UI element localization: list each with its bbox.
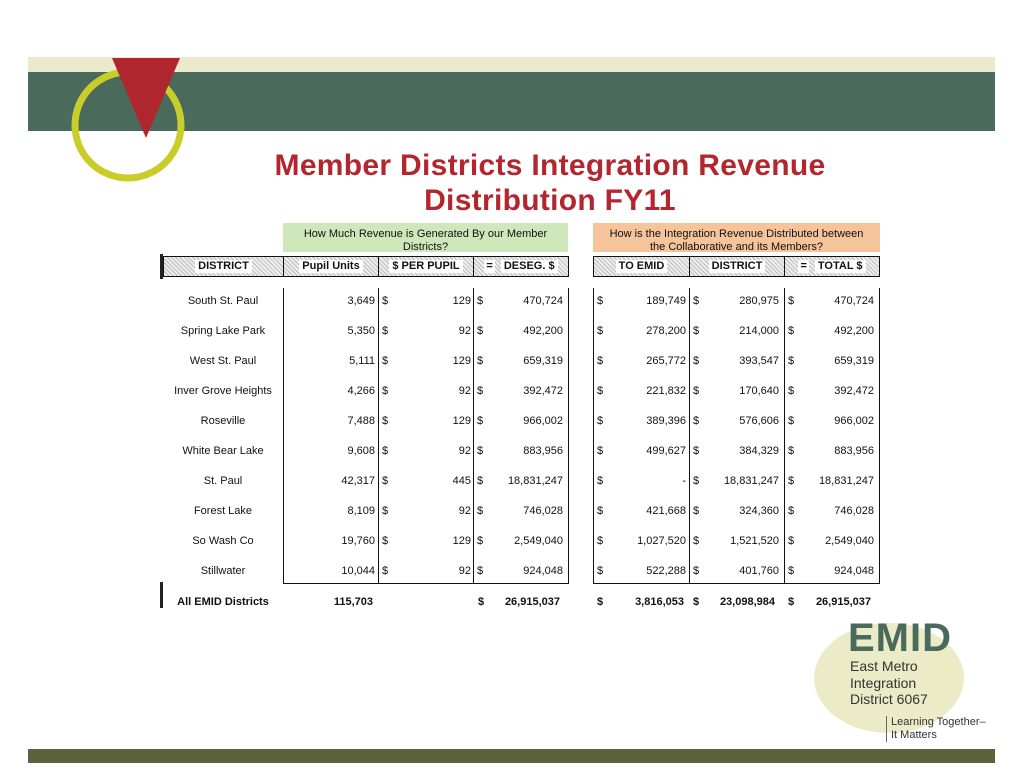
pupil-units: 5,350 bbox=[347, 325, 375, 337]
currency-symbol: $ bbox=[382, 355, 389, 367]
revenue-generated-header: How Much Revenue is Generated By our Member Districts? bbox=[283, 223, 568, 252]
column-divider bbox=[784, 288, 785, 583]
currency-symbol: $ bbox=[597, 535, 604, 547]
to-emid-amount: 221,832 bbox=[646, 385, 686, 397]
column-divider bbox=[689, 288, 690, 583]
to-emid-amount: 278,200 bbox=[646, 325, 686, 337]
total-amount: 392,472 bbox=[834, 385, 874, 397]
pupil-units: 19,760 bbox=[341, 535, 375, 547]
deseg-amount: 392,472 bbox=[523, 385, 563, 397]
per-pupil: 92 bbox=[458, 325, 471, 337]
pupil-units: 9,608 bbox=[347, 445, 375, 457]
table-bottom-border-right bbox=[593, 583, 880, 584]
deseg-amount: 659,319 bbox=[523, 355, 563, 367]
currency-symbol: $ bbox=[382, 445, 389, 457]
district-amount: 18,831,247 bbox=[723, 475, 779, 487]
district-amount: 1,521,520 bbox=[730, 535, 779, 547]
bottom-decor-band bbox=[28, 749, 995, 763]
currency-symbol: $ bbox=[788, 445, 795, 457]
title-line-1: Member Districts Integration Revenue bbox=[274, 149, 826, 182]
currency-symbol: $ bbox=[788, 325, 795, 337]
currency-symbol: $ bbox=[693, 295, 700, 307]
currency-symbol: $ bbox=[693, 565, 700, 577]
currency-symbol: $ bbox=[597, 295, 604, 307]
currency-symbol: $ bbox=[693, 535, 700, 547]
deseg-amount: 966,002 bbox=[523, 415, 563, 427]
currency-symbol: $ bbox=[788, 505, 795, 517]
currency-symbol: $ bbox=[597, 325, 604, 337]
to-emid-amount: 421,668 bbox=[646, 505, 686, 517]
currency-symbol: $ bbox=[597, 415, 604, 427]
currency-symbol: $ bbox=[477, 445, 484, 457]
revenue-distribution-header: How is the Integration Revenue Distributed between the Collaborative and its Members? bbox=[593, 223, 880, 252]
district-name: Forest Lake bbox=[193, 505, 253, 517]
logo-tagline: Learning Together– It Matters bbox=[886, 716, 986, 742]
table-bottom-border-left bbox=[283, 583, 569, 584]
pupil-units: 8,109 bbox=[347, 505, 375, 517]
currency-symbol: $ bbox=[693, 445, 700, 457]
currency-symbol: $ bbox=[597, 385, 604, 397]
district-name: So Wash Co bbox=[192, 535, 254, 547]
currency-symbol: $ bbox=[477, 475, 484, 487]
district-amount: 324,360 bbox=[739, 505, 779, 517]
currency-symbol: $ bbox=[597, 565, 604, 577]
currency-symbol: $ bbox=[693, 505, 700, 517]
total-amount: 659,319 bbox=[834, 355, 874, 367]
pupil-units: 4,266 bbox=[347, 385, 375, 397]
column-divider bbox=[378, 288, 379, 583]
currency-symbol: $ bbox=[788, 596, 795, 608]
col-header-deseg: = DESEG. $ bbox=[473, 256, 569, 277]
per-pupil: 129 bbox=[452, 295, 471, 307]
column-divider bbox=[568, 288, 569, 583]
district-name: Spring Lake Park bbox=[180, 325, 266, 337]
per-pupil: 445 bbox=[452, 475, 471, 487]
district-amount: 401,760 bbox=[739, 565, 779, 577]
total-amount: 883,956 bbox=[834, 445, 874, 457]
total-amount: 492,200 bbox=[834, 325, 874, 337]
per-pupil: 129 bbox=[452, 415, 471, 427]
currency-symbol: $ bbox=[788, 385, 795, 397]
total-amount: 966,002 bbox=[834, 415, 874, 427]
currency-symbol: $ bbox=[477, 325, 484, 337]
totals-label: All EMID Districts bbox=[177, 596, 269, 608]
district-name: Roseville bbox=[200, 415, 246, 427]
currency-symbol: $ bbox=[597, 596, 604, 608]
currency-symbol: $ bbox=[382, 325, 389, 337]
to-emid-amount: 389,396 bbox=[646, 415, 686, 427]
per-pupil: 129 bbox=[452, 535, 471, 547]
totals-district-amount: 23,098,984 bbox=[719, 596, 775, 608]
totals-total: 26,915,037 bbox=[815, 596, 871, 608]
total-amount: 746,028 bbox=[834, 505, 874, 517]
col-header-to-emid: TO EMID bbox=[593, 256, 690, 277]
logo-wordmark: EMID bbox=[848, 616, 952, 660]
per-pupil: 92 bbox=[458, 385, 471, 397]
currency-symbol: $ bbox=[382, 415, 389, 427]
deseg-amount: 18,831,247 bbox=[507, 475, 563, 487]
district-name: West St. Paul bbox=[189, 355, 257, 367]
currency-symbol: $ bbox=[382, 505, 389, 517]
pupil-units: 7,488 bbox=[347, 415, 375, 427]
currency-symbol: $ bbox=[477, 535, 484, 547]
column-divider bbox=[879, 288, 880, 583]
to-emid-amount: 499,627 bbox=[646, 445, 686, 457]
per-pupil: 92 bbox=[458, 445, 471, 457]
deseg-amount: 492,200 bbox=[523, 325, 563, 337]
currency-symbol: $ bbox=[477, 355, 484, 367]
district-amount: 280,975 bbox=[739, 295, 779, 307]
column-divider bbox=[593, 288, 594, 583]
district-amount: 214,000 bbox=[739, 325, 779, 337]
currency-symbol: $ bbox=[477, 505, 484, 517]
currency-symbol: $ bbox=[597, 475, 604, 487]
district-name: Stillwater bbox=[200, 565, 246, 577]
page-title bbox=[200, 148, 900, 218]
pupil-units: 10,044 bbox=[341, 565, 375, 577]
district-name: South St. Paul bbox=[187, 295, 259, 307]
currency-symbol: $ bbox=[693, 475, 700, 487]
column-divider bbox=[473, 288, 474, 583]
currency-symbol: $ bbox=[597, 505, 604, 517]
currency-symbol: $ bbox=[788, 475, 795, 487]
currency-symbol: $ bbox=[382, 475, 389, 487]
district-amount: 393,547 bbox=[739, 355, 779, 367]
per-pupil: 92 bbox=[458, 505, 471, 517]
currency-symbol: $ bbox=[597, 355, 604, 367]
currency-symbol: $ bbox=[788, 295, 795, 307]
currency-symbol: $ bbox=[382, 295, 389, 307]
per-pupil: 92 bbox=[458, 565, 471, 577]
total-amount: 18,831,247 bbox=[818, 475, 874, 487]
col-header-per-pupil: $ PER PUPIL bbox=[378, 256, 474, 277]
deseg-amount: 924,048 bbox=[523, 565, 563, 577]
total-amount: 470,724 bbox=[834, 295, 874, 307]
to-emid-amount: 522,288 bbox=[646, 565, 686, 577]
to-emid-amount: 189,749 bbox=[646, 295, 686, 307]
to-emid-amount: - bbox=[682, 475, 686, 487]
currency-symbol: $ bbox=[478, 596, 485, 608]
currency-symbol: $ bbox=[382, 385, 389, 397]
currency-symbol: $ bbox=[788, 415, 795, 427]
currency-symbol: $ bbox=[382, 565, 389, 577]
district-amount: 576,606 bbox=[739, 415, 779, 427]
currency-symbol: $ bbox=[477, 385, 484, 397]
deseg-amount: 883,956 bbox=[523, 445, 563, 457]
district-name: White Bear Lake bbox=[182, 445, 264, 457]
col-header-district-share: DISTRICT bbox=[689, 256, 785, 277]
currency-symbol: $ bbox=[382, 535, 389, 547]
deseg-amount: 470,724 bbox=[523, 295, 563, 307]
currency-symbol: $ bbox=[693, 325, 700, 337]
currency-symbol: $ bbox=[693, 415, 700, 427]
totals-deseg: 26,915,037 bbox=[504, 596, 560, 608]
pupil-units: 3,649 bbox=[347, 295, 375, 307]
currency-symbol: $ bbox=[477, 295, 484, 307]
emid-logo bbox=[810, 608, 1000, 748]
ring-triangle-graphic bbox=[60, 50, 200, 190]
to-emid-amount: 1,027,520 bbox=[637, 535, 686, 547]
deseg-amount: 746,028 bbox=[523, 505, 563, 517]
col-header-total: = TOTAL $ bbox=[784, 256, 880, 277]
title-line-2: Distribution FY11 bbox=[424, 184, 676, 217]
deseg-amount: 2,549,040 bbox=[514, 535, 563, 547]
totals-pupil-units: 115,703 bbox=[333, 596, 373, 608]
currency-symbol: $ bbox=[693, 385, 700, 397]
pupil-units: 5,111 bbox=[349, 355, 375, 367]
col-header-pupil-units: Pupil Units bbox=[283, 256, 379, 277]
logo-district-name: East Metro Integration District 6067 bbox=[850, 658, 928, 707]
currency-symbol: $ bbox=[597, 445, 604, 457]
currency-symbol: $ bbox=[477, 565, 484, 577]
district-amount: 384,329 bbox=[739, 445, 779, 457]
district-amount: 170,640 bbox=[739, 385, 779, 397]
total-amount: 2,549,040 bbox=[825, 535, 874, 547]
total-amount: 924,048 bbox=[834, 565, 874, 577]
currency-symbol: $ bbox=[788, 565, 795, 577]
currency-symbol: $ bbox=[477, 415, 484, 427]
district-name: Inver Grove Heights bbox=[174, 385, 272, 397]
per-pupil: 129 bbox=[452, 355, 471, 367]
district-name: St. Paul bbox=[203, 475, 243, 487]
pupil-units: 42,317 bbox=[341, 475, 375, 487]
col-header-district: DISTRICT bbox=[163, 256, 284, 277]
currency-symbol: $ bbox=[788, 535, 795, 547]
to-emid-amount: 265,772 bbox=[646, 355, 686, 367]
totals-to-emid: 3,816,053 bbox=[635, 596, 684, 608]
currency-symbol: $ bbox=[693, 355, 700, 367]
currency-symbol: $ bbox=[788, 355, 795, 367]
currency-symbol: $ bbox=[693, 596, 700, 608]
